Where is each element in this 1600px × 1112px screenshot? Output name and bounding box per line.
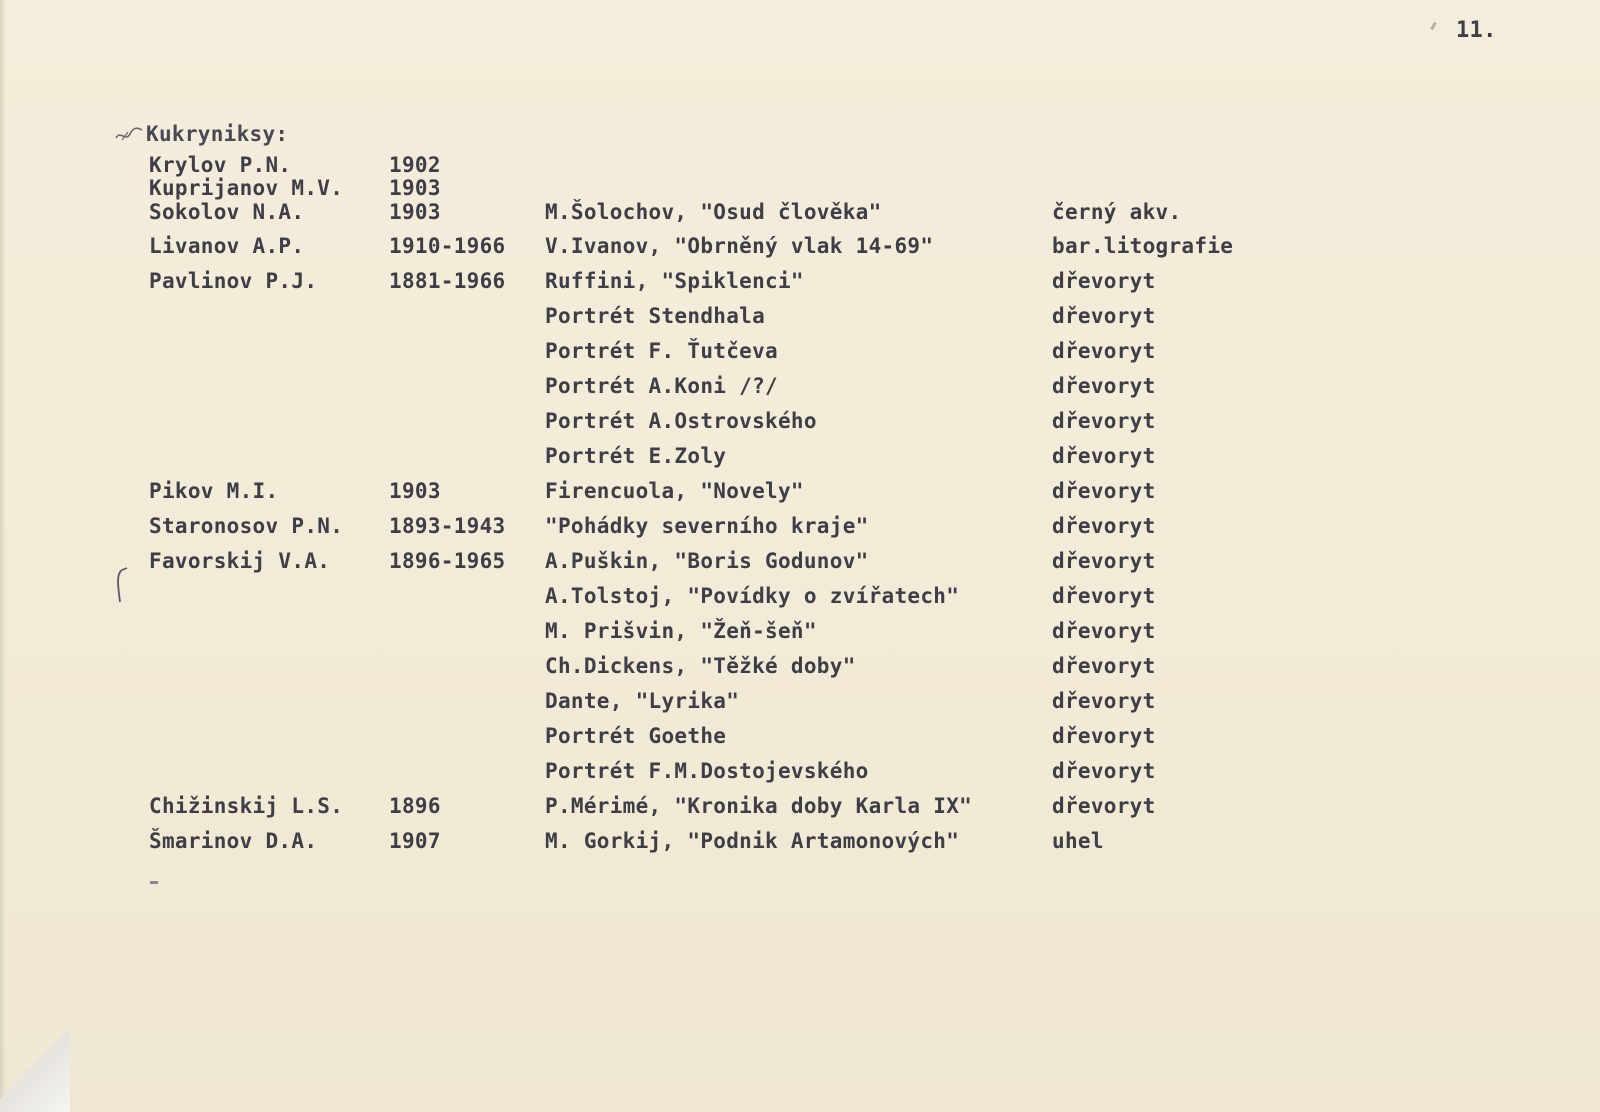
technique: dřevoryt — [1052, 759, 1156, 783]
work-title: M. Prišvin, "Žeň-šeň" — [545, 619, 817, 643]
work-title: Ch.Dickens, "Těžké doby" — [545, 654, 856, 678]
work-title: A.Tolstoj, "Povídky o zvířatech" — [545, 584, 960, 608]
technique: dřevoryt — [1052, 724, 1156, 748]
technique: dřevoryt — [1052, 689, 1156, 713]
artist-name: Livanov A.P. — [149, 234, 305, 258]
technique: bar.litografie — [1052, 234, 1234, 258]
artist-name: Krylov P.N. — [149, 153, 292, 177]
work-title: Portrét Goethe — [545, 724, 727, 748]
artist-name: Favorskij V.A. — [149, 549, 331, 573]
technique: dřevoryt — [1052, 584, 1156, 608]
artist-years: 1896 — [389, 794, 441, 818]
section-heading — [114, 122, 288, 146]
artist-years: 1903 — [389, 200, 441, 224]
work-title: Dante, "Lyrika" — [545, 689, 740, 713]
artist-name: Pavlinov P.J. — [149, 269, 318, 293]
technique: dřevoryt — [1052, 514, 1156, 538]
technique: dřevoryt — [1052, 339, 1156, 363]
artist-name: Pikov M.I. — [149, 479, 279, 503]
pencil-check-mark — [114, 124, 144, 144]
work-title: A.Puškin, "Boris Godunov" — [545, 549, 869, 573]
artist-name: Sokolov N.A. — [149, 200, 305, 224]
page-tick-mark — [1430, 22, 1437, 30]
artist-name: Šmarinov D.A. — [149, 829, 318, 853]
artist-years: 1910-1966 — [389, 234, 506, 258]
work-title: Firencuola, "Novely" — [545, 479, 804, 503]
work-title: M.Šolochov, "Osud člověka" — [545, 200, 882, 224]
margin-pencil-mark — [110, 566, 130, 606]
technique: dřevoryt — [1052, 794, 1156, 818]
technique: dřevoryt — [1052, 479, 1156, 503]
artist-name: Kuprijanov M.V. — [149, 176, 344, 200]
artist-name: Chižinskij L.S. — [149, 794, 344, 818]
artist-years: 1902 — [389, 153, 441, 177]
work-title: Ruffini, "Spiklenci" — [545, 269, 804, 293]
scan-edge — [0, 0, 6, 1112]
work-title: M. Gorkij, "Podnik Artamonových" — [545, 829, 960, 853]
work-title: Portrét A.Ostrovského — [545, 409, 817, 433]
work-title: P.Mérimé, "Kronika doby Karla IX" — [545, 794, 973, 818]
artist-years: 1896-1965 — [389, 549, 506, 573]
technique: dřevoryt — [1052, 409, 1156, 433]
stray-mark — [150, 881, 158, 884]
artist-name: Staronosov P.N. — [149, 514, 344, 538]
page-corner-fold — [0, 1030, 70, 1112]
technique: černý akv. — [1052, 200, 1182, 224]
work-title: Portrét A.Koni /?/ — [545, 374, 778, 398]
artist-years: 1881-1966 — [389, 269, 506, 293]
technique: dřevoryt — [1052, 304, 1156, 328]
technique: dřevoryt — [1052, 654, 1156, 678]
work-title: Portrét F.M.Dostojevského — [545, 759, 869, 783]
artist-years: 1903 — [389, 176, 441, 200]
technique: dřevoryt — [1052, 269, 1156, 293]
work-title: "Pohádky severního kraje" — [545, 514, 869, 538]
artist-years: 1893-1943 — [389, 514, 506, 538]
technique: dřevoryt — [1052, 549, 1156, 573]
work-title: Portrét E.Zoly — [545, 444, 727, 468]
work-title: Portrét F. Ťutčeva — [545, 339, 778, 363]
work-title: Portrét Stendhala — [545, 304, 766, 328]
technique: uhel — [1052, 829, 1104, 853]
technique: dřevoryt — [1052, 619, 1156, 643]
section-title: Kukryniksy: — [146, 122, 289, 146]
artist-years: 1907 — [389, 829, 441, 853]
artist-years: 1903 — [389, 479, 441, 503]
technique: dřevoryt — [1052, 444, 1156, 468]
work-title: V.Ivanov, "Obrněný vlak 14-69" — [545, 234, 934, 258]
page-number: 11. — [1456, 18, 1497, 43]
technique: dřevoryt — [1052, 374, 1156, 398]
